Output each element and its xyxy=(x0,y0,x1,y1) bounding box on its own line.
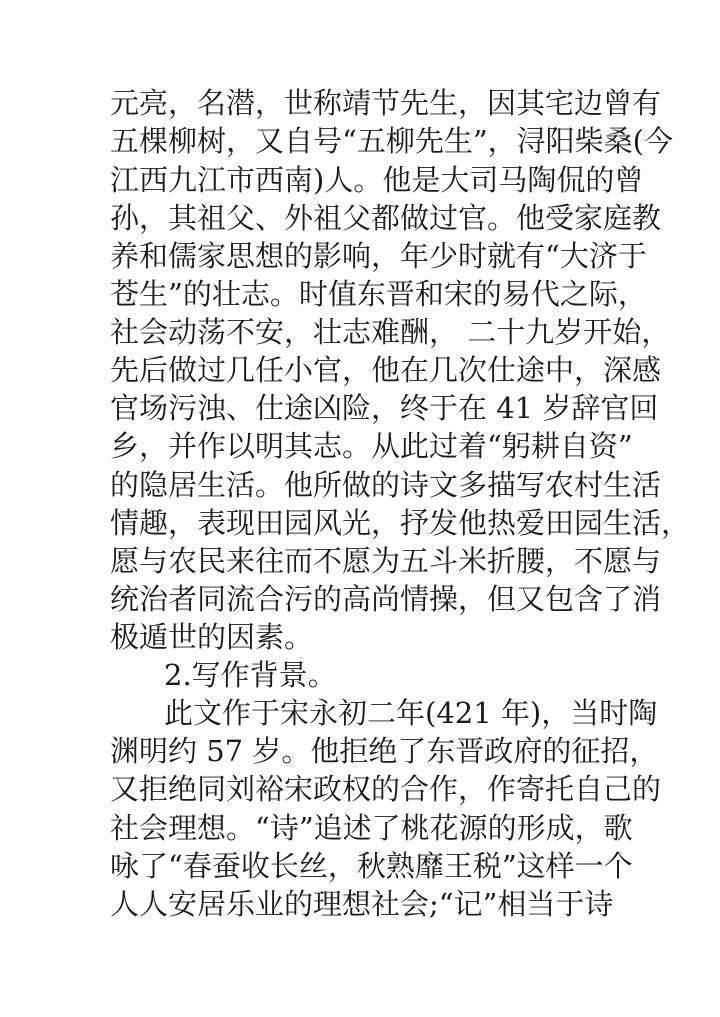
text-line-21: 咏了“春蚕收长丝，秋熟靡王税”这样一个 xyxy=(110,849,633,883)
text-line-9: 官场污浊、仕途凶险，终于在 41 岁辞官回 xyxy=(110,391,659,425)
text-line-6: 苍生”的壮志。时值东晋和宋的易代之际， xyxy=(110,277,647,311)
text-line-7: 社会动荡不安，壮志难酬， 二十九岁开始， xyxy=(110,315,671,349)
text-line-15: 极遁世的因素。 xyxy=(110,620,314,654)
text-line-20: 社会理想。“诗”追述了桃花源的形成，歌 xyxy=(110,811,633,845)
text-line-8: 先后做过几任小官，他在几次仕途中，深感 xyxy=(110,353,662,387)
text-line-14: 统治者同流合污的高尚情操，但又包含了消 xyxy=(110,582,662,616)
text-line-2: 五棵柳树，又自号“五柳先生”，浔阳柴桑(今 xyxy=(110,124,673,158)
text-line-4: 孙，其祖父、外祖父都做过官。他受家庭教 xyxy=(110,201,662,235)
text-line-22: 人人安居乐业的理想社会;“记”相当于诗 xyxy=(110,887,614,921)
text-line-17: 此文作于宋永初二年(421 年)，当时陶 xyxy=(164,696,658,730)
text-line-13: 愿与农民来往而不愿为五斗米折腰，不愿与 xyxy=(110,544,662,578)
text-line-5: 养和儒家思想的影响，年少时就有“大济于 xyxy=(110,239,647,273)
text-line-18: 渊明约 57 岁。他拒绝了东晋政府的征招， xyxy=(110,734,659,768)
text-line-1: 元亮，名潜，世称靖节先生，因其宅边曾有 xyxy=(110,86,662,120)
text-line-19: 又拒绝同刘裕宋政权的合作，作寄托自己的 xyxy=(110,772,662,806)
text-line-11: 的隐居生活。他所做的诗文多描写农村生活 xyxy=(110,468,662,502)
section-heading: 2.写作背景。 xyxy=(164,658,337,692)
text-line-12: 情趣，表现田园风光，抒发他热爱田园生活， xyxy=(110,506,691,540)
text-line-10: 乡，并作以明其志。从此过着“躬耕自资” xyxy=(110,429,633,463)
text-line-3: 江西九江市西南)人。他是大司马陶侃的曾 xyxy=(110,163,644,197)
